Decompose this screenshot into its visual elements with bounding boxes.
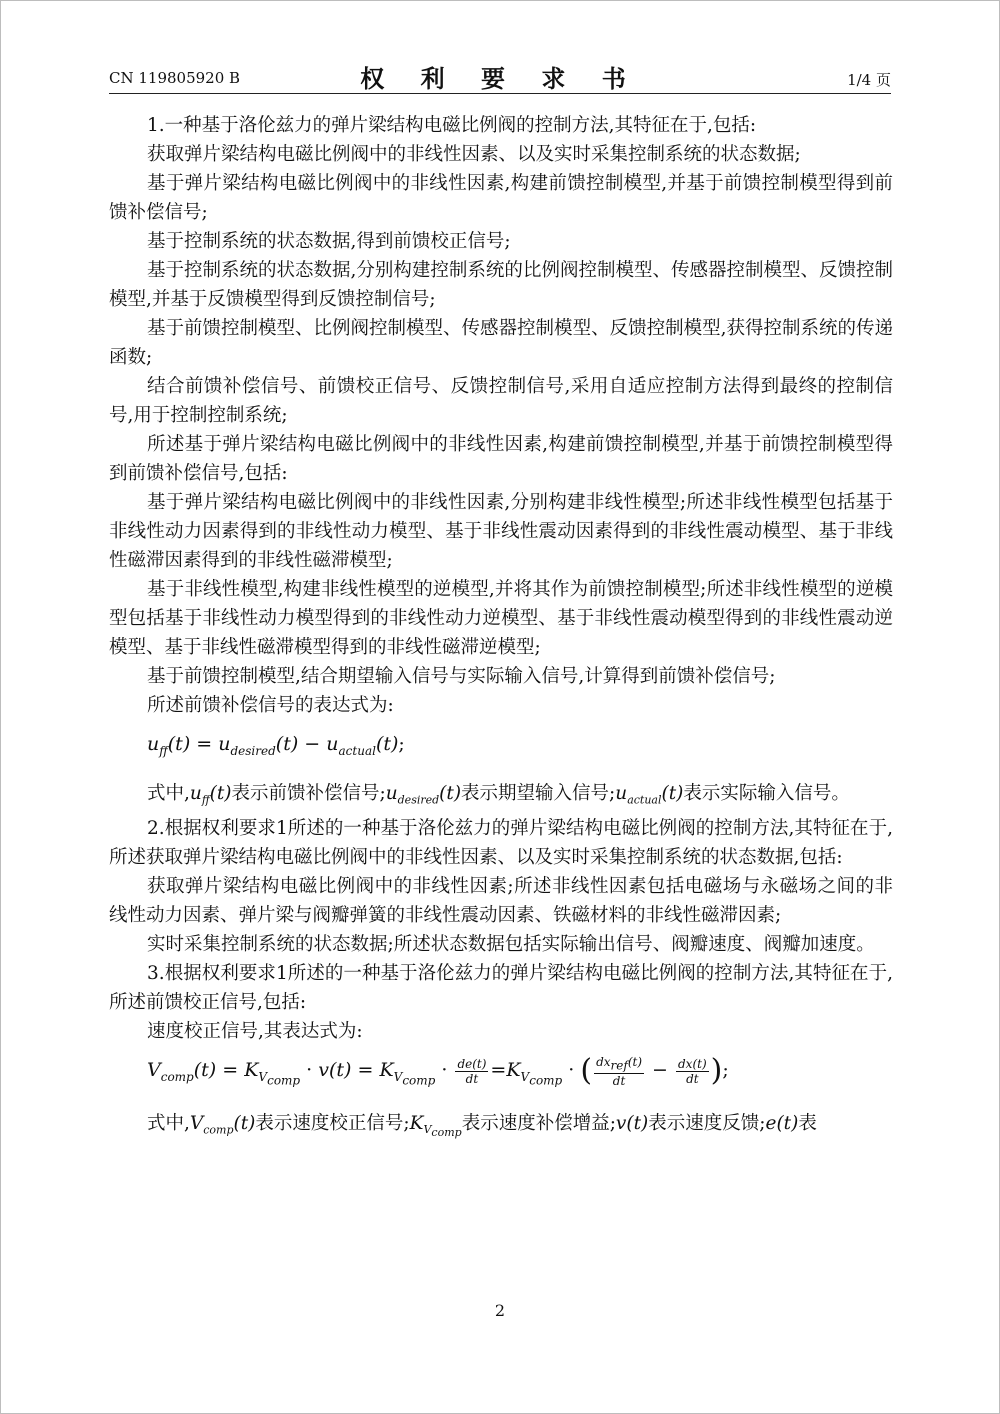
formula-explanation: 式中$,u_{ff}(t)$表示前馈补偿信号$;u_{desired}(t)$表示期望输入信号$;u_{actual}(t)$表示实际输入信号。 bbox=[147, 782, 850, 807]
claim-paragraph: 获取弹片梁结构电磁比例阀中的非线性因素、以及实时采集控制系统的状态数据; bbox=[147, 144, 801, 165]
page-indicator: 1/4 页 bbox=[847, 71, 891, 89]
claim-paragraph: 速度校正信号,其表达式为: bbox=[147, 1021, 363, 1043]
claim-1-intro: 1.一种基于洛伦兹力的弹片梁结构电磁比例阀的控制方法,其特征在于,包括: bbox=[147, 115, 757, 136]
claim-3-intro: 3.根据权利要求1所述的一种基于洛伦兹力的弹片梁结构电磁比例阀的控制方法,其特征在于,所述前馈校正信号,包括: bbox=[109, 963, 893, 1014]
claim-paragraph: 获取弹片梁结构电磁比例阀中的非线性因素;所述非线性因素包括电磁场与永磁场之间的非线性动力因素、弹片梁与阀瓣弹簧的非线性震动因素、铁磁材料的非线性磁滞因素; bbox=[109, 876, 893, 927]
claim-paragraph: 基于控制系统的状态数据,得到前馈校正信号; bbox=[147, 231, 511, 252]
claim-paragraph: 结合前馈补偿信号、前馈校正信号、反馈控制信号,采用自适应控制方法得到最终的控制信号,用于控制控制系统; bbox=[109, 376, 893, 426]
claim-paragraph: 基于非线性模型,构建非线性模型的逆模型,并将其作为前馈控制模型;所述非线性模型的逆模型包括基于非线性动力模型得到的非线性动力逆模型、基于非线性震动模型得到的非线性震动逆模型、基于非线性磁滞模型得到的非线性磁滞逆模型; bbox=[109, 579, 893, 658]
page-header bbox=[109, 53, 891, 93]
claim-paragraph: 基于前馈控制模型,结合期望输入信号与实际输入信号,计算得到前馈补偿信号; bbox=[147, 666, 776, 687]
claims-body bbox=[109, 111, 893, 1148]
header-rule bbox=[109, 93, 891, 94]
formula-velocity-correction: $V_{comp}(t) = K_{V_{comp}} \cdot v(t) = K_{V_{comp}}$ · $\frac{de(t)}{dt}$ $=K_{V_{comp}}$ · ( $\frac{dx_{ref}(t)}{dt}$ − $\frac{dx(t)}{dt}$ ); bbox=[147, 1053, 729, 1089]
claim-paragraph: 实时采集控制系统的状态数据;所述状态数据包括实际输出信号、阀瓣速度、阀瓣加速度。 bbox=[147, 934, 875, 956]
page-number: 2 bbox=[494, 1301, 506, 1320]
formula-explanation: 式中$,V_{comp}(t)$表示速度校正信号$;K_{V_{comp}}$表示速度补偿增益;v(t)表示速度反馈;e(t)表 bbox=[147, 1112, 817, 1140]
claim-paragraph: 基于弹片梁结构电磁比例阀中的非线性因素,分别构建非线性模型;所述非线性模型包括基于非线性动力因素得到的非线性动力模型、基于非线性震动因素得到的非线性震动模型、基于非线性磁滞因素得到的非线性磁滞模型; bbox=[109, 492, 893, 571]
page-title: 权 利 要 求 书 bbox=[360, 64, 640, 93]
claim-paragraph: 基于前馈控制模型、比例阀控制模型、传感器控制模型、反馈控制模型,获得控制系统的传递函数; bbox=[109, 318, 893, 368]
claim-paragraph: 所述前馈补偿信号的表达式为: bbox=[147, 695, 394, 716]
claim-2-intro: 2.根据权利要求1所述的一种基于洛伦兹力的弹片梁结构电磁比例阀的控制方法,其特征在于,所述获取弹片梁结构电磁比例阀中的非线性因素、以及实时采集控制系统的状态数据,包括: bbox=[109, 818, 893, 869]
claim-paragraph: 所述基于弹片梁结构电磁比例阀中的非线性因素,构建前馈控制模型,并基于前馈控制模型得到前馈补偿信号,包括: bbox=[109, 434, 893, 484]
document-number: CN 119805920 B bbox=[109, 69, 241, 87]
formula-feedforward: $u_{ff}(t) = u_{desired}(t) - u_{actual}(t)$; bbox=[147, 733, 405, 758]
claim-paragraph: 基于弹片梁结构电磁比例阀中的非线性因素,构建前馈控制模型,并基于前馈控制模型得到前馈补偿信号; bbox=[109, 173, 893, 223]
claim-paragraph: 基于控制系统的状态数据,分别构建控制系统的比例阀控制模型、传感器控制模型、反馈控制模型,并基于反馈模型得到反馈控制信号; bbox=[109, 260, 893, 310]
